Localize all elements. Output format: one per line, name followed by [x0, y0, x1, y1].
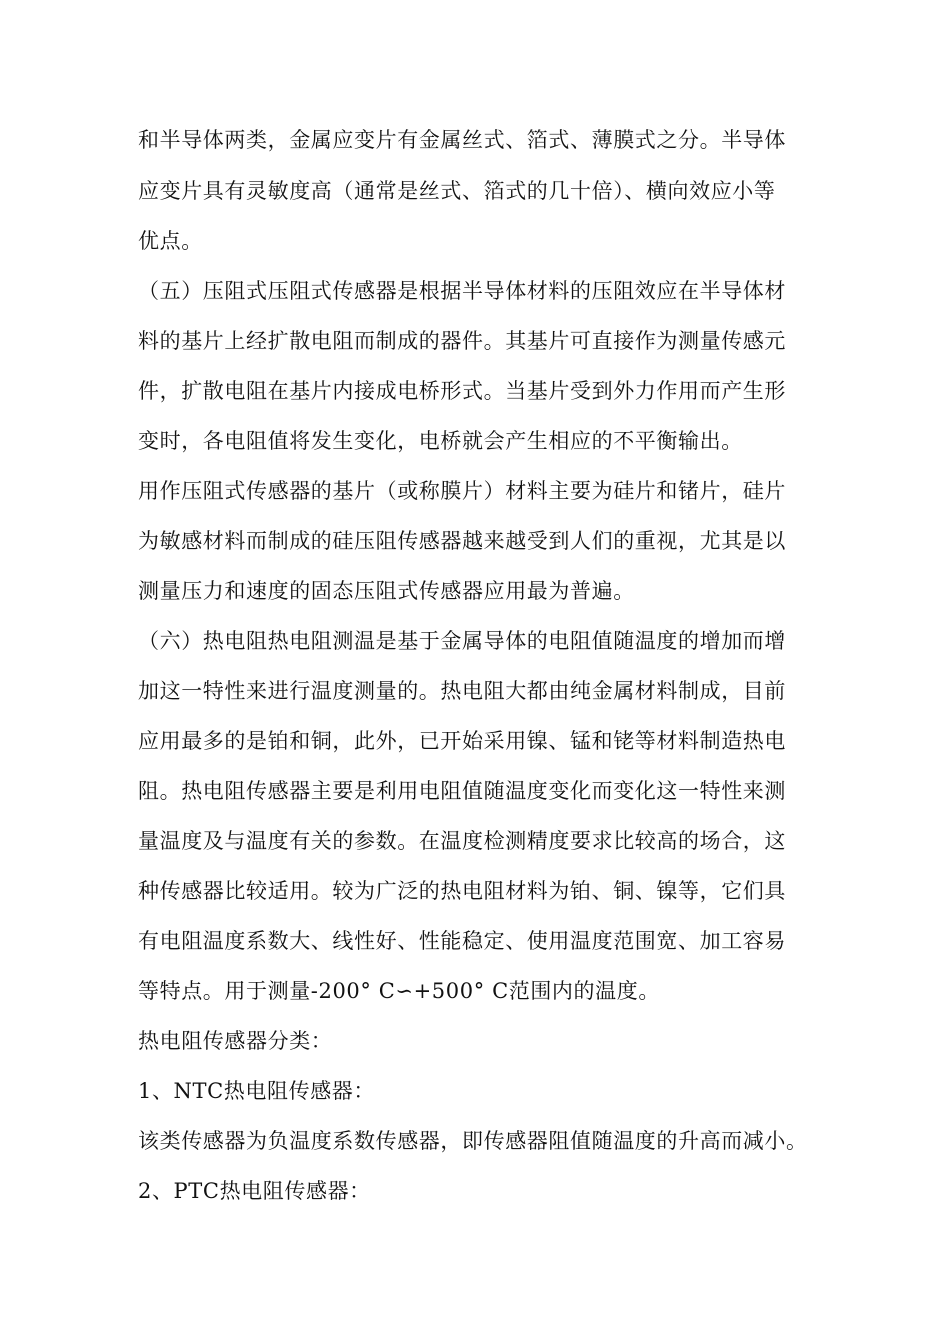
text-line: 为敏感材料而制成的硅压阻传感器越来越受到人们的重视，尤其是以: [138, 529, 786, 553]
text-line: 等特点。用于测量-200° C∽+500° C范围内的温度。: [138, 979, 660, 1003]
text-line: 件，扩散电阻在基片内接成电桥形式。当基片受到外力作用而产生形: [138, 379, 786, 403]
text-line: 加这一特性来进行温度测量的。热电阻大都由纯金属材料制成，目前: [138, 679, 786, 703]
text-line: 用作压阻式传感器的基片（或称膜片）材料主要为硅片和锗片，硅片: [138, 479, 786, 503]
text-line: 应变片具有灵敏度高（通常是丝式、箔式的几十倍）、横向效应小等: [138, 179, 776, 203]
text-line: 和半导体两类，金属应变片有金属丝式、箔式、薄膜式之分。半导体: [138, 128, 786, 152]
text-line: 料的基片上经扩散电阻而制成的器件。其基片可直接作为测量传感元: [138, 329, 786, 353]
text-line: （六）热电阻热电阻测温是基于金属导体的电阻值随温度的增加而增: [138, 629, 786, 653]
text-line: 种传感器比较适用。较为广泛的热电阻材料为铂、铜、镍等，它们具: [138, 879, 786, 903]
text-line: 应用最多的是铂和铜，此外，已开始采用镍、锰和铑等材料制造热电: [138, 729, 786, 753]
text-line: 阻。热电阻传感器主要是利用电阻值随温度变化而变化这一特性来测: [138, 779, 786, 803]
text-line: 量温度及与温度有关的参数。在温度检测精度要求比较高的场合，这: [138, 829, 786, 853]
text-line: 2、PTC热电阻传感器：: [138, 1179, 371, 1203]
text-line: 优点。: [138, 229, 203, 253]
text-line: 变时，各电阻值将发生变化，电桥就会产生相应的不平衡输出。: [138, 429, 743, 453]
text-line: 该类传感器为负温度系数传感器，即传感器阻值随温度的升高而减小。: [138, 1129, 808, 1153]
text-line: 有电阻温度系数大、线性好、性能稳定、使用温度范围宽、加工容易: [138, 929, 786, 953]
text-line: 1、NTC热电阻传感器：: [138, 1079, 376, 1103]
text-line: 测量压力和速度的固态压阻式传感器应用最为普遍。: [138, 579, 635, 603]
text-line: 热电阻传感器分类：: [138, 1029, 333, 1053]
text-line: （五）压阻式压阻式传感器是根据半导体材料的压阻效应在半导体材: [138, 279, 786, 303]
